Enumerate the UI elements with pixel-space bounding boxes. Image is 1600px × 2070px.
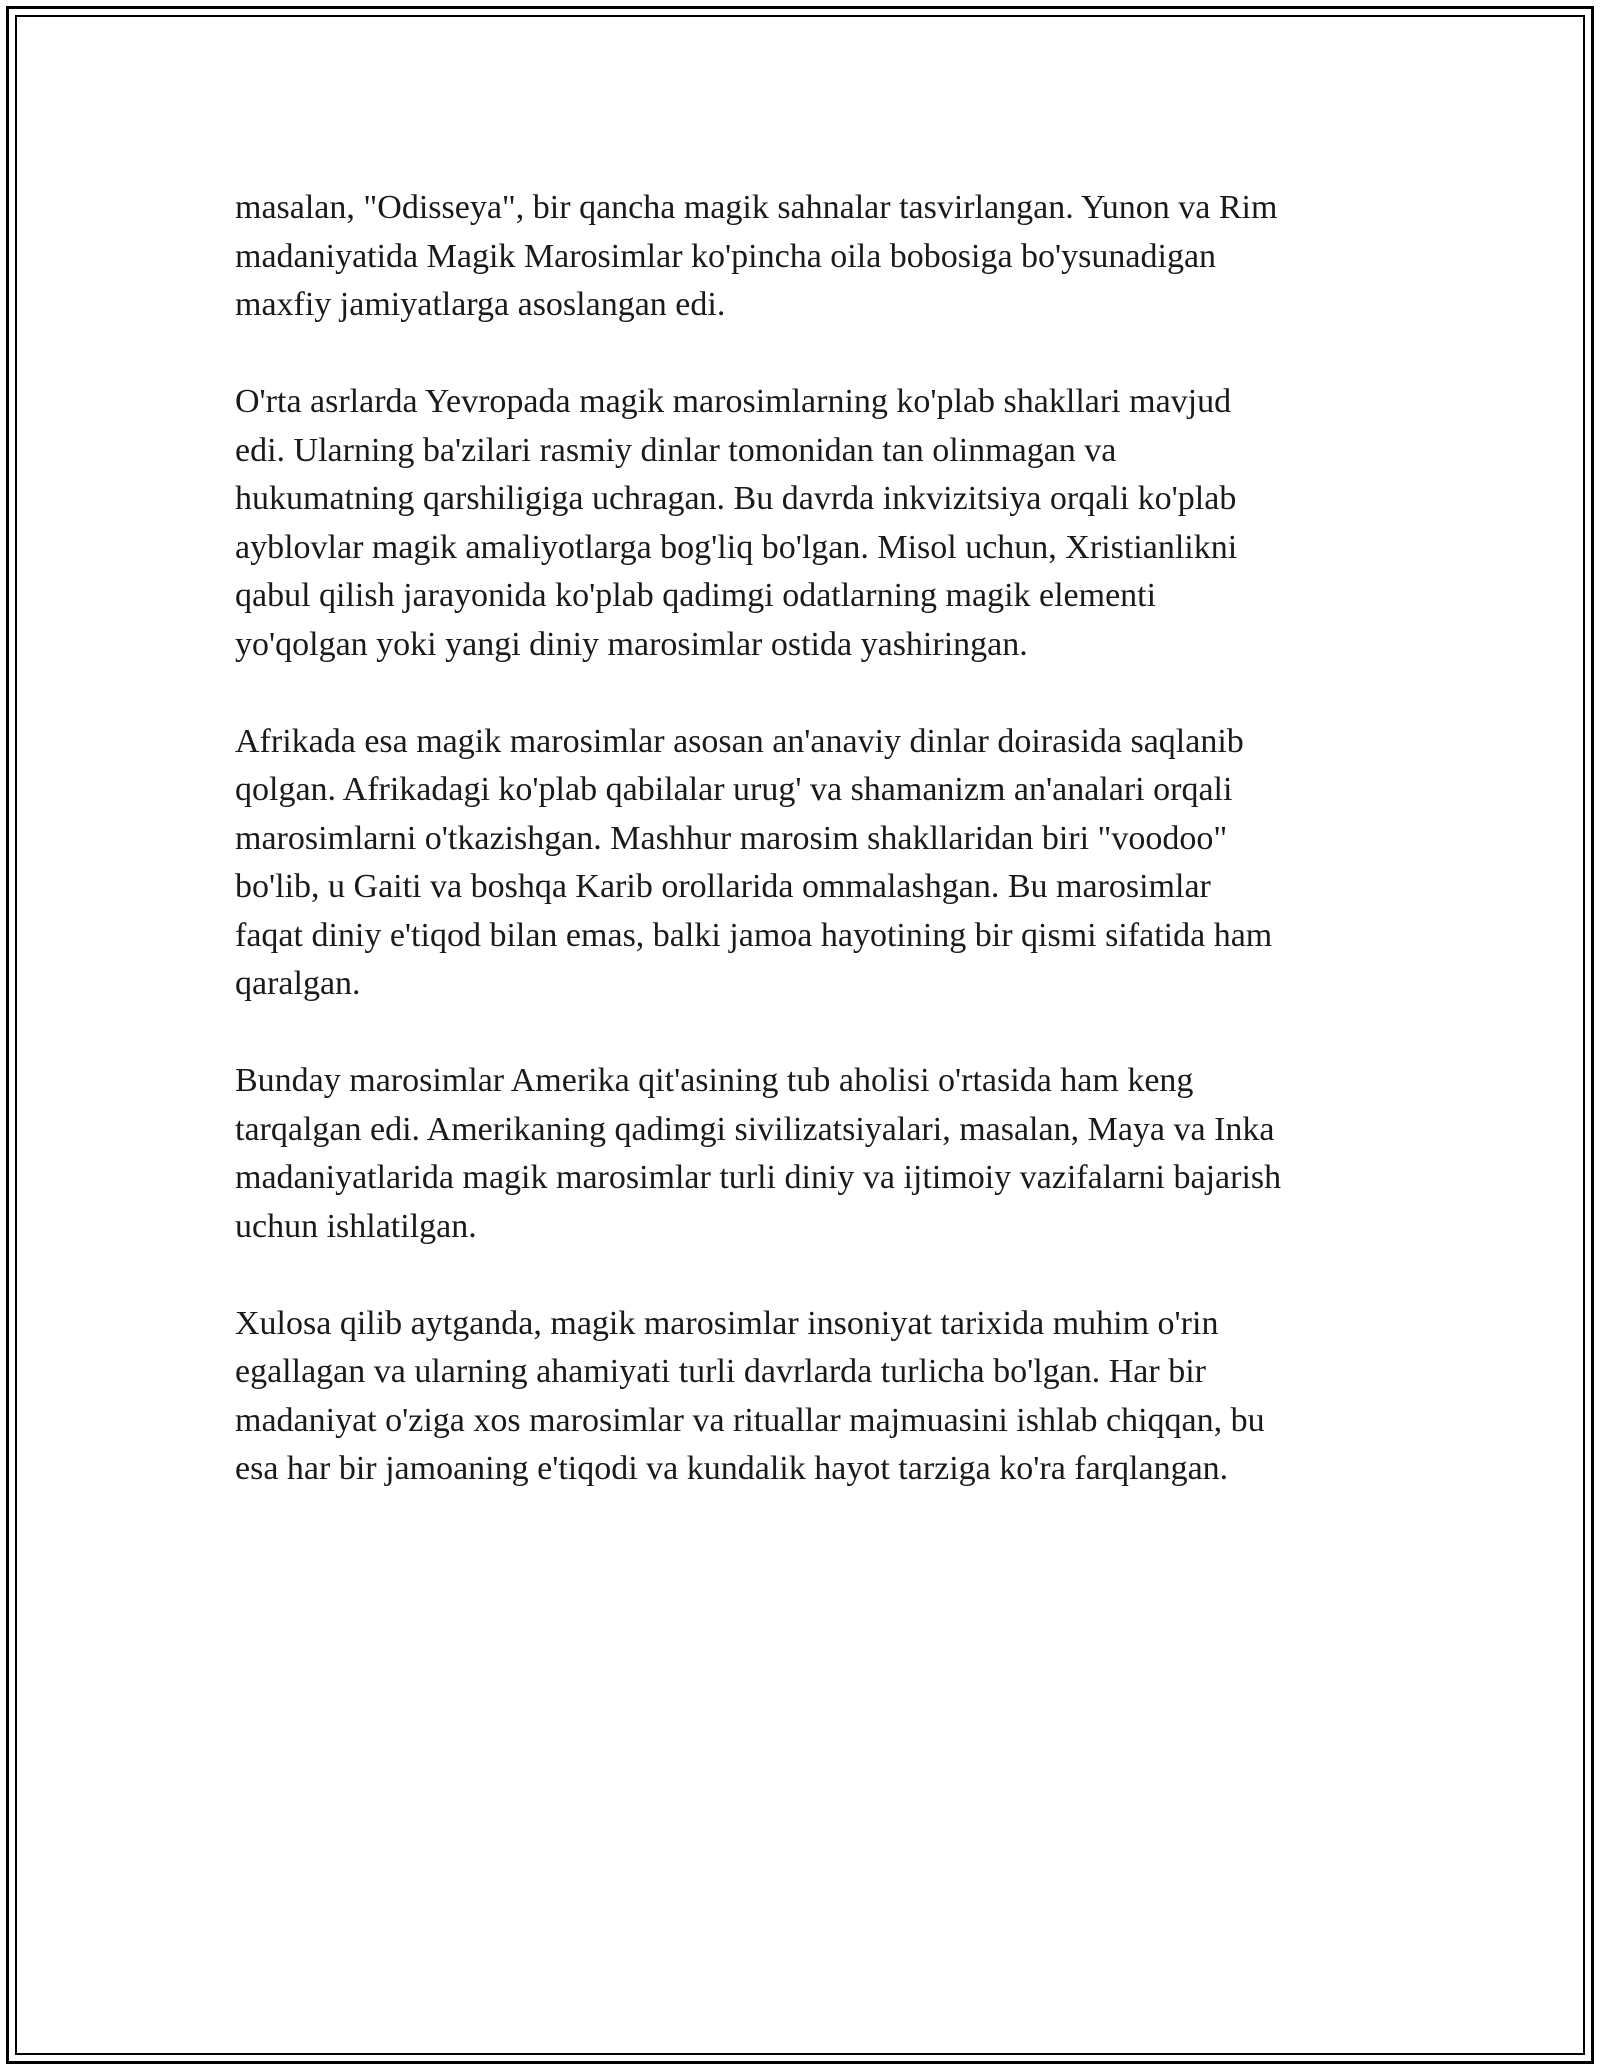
- document-body: [235, 184, 1375, 1542]
- text-line: marosimlarni o'tkazishgan. Mashhur marosim shakllaridan biri "voodoo": [235, 819, 1228, 857]
- paragraph-4: [235, 1057, 1375, 1251]
- text-line: O'rta asrlarda Yevropada magik marosimlarning ko'plab shakllari mavjud: [235, 383, 1232, 420]
- text-line: ayblovlar magik amaliyotlarga bog'liq bo'lgan. Misol uchun, Xristianlikni: [235, 528, 1238, 566]
- text-line: tarqalgan edi. Amerikaning qadimgi sivilizatsiyalari, masalan, Maya va Inka: [235, 1110, 1275, 1148]
- paragraph-5: [235, 1300, 1375, 1494]
- text-line: yo'qolgan yoki yangi diniy marosimlar ostida yashiringan.: [235, 625, 1028, 663]
- text-line: qabul qilish jarayonida ko'plab qadimgi odatlarning magik elementi: [235, 577, 1157, 614]
- paragraph-2: [235, 378, 1375, 669]
- text-line: maxfiy jamiyatlarga asoslangan edi.: [235, 286, 726, 323]
- text-line: Bunday marosimlar Amerika qit'asining tub aholisi o'rtasida ham keng: [235, 1062, 1194, 1099]
- text-line: madaniyat o'ziga xos marosimlar va rituallar majmuasini ishlab chiqqan, bu: [235, 1401, 1265, 1439]
- text-line: madaniyatlarida magik marosimlar turli diniy va ijtimoiy vazifalarni bajarish: [235, 1159, 1282, 1196]
- text-line: Xulosa qilib aytganda, magik marosimlar insoniyat tarixida muhim o'rin: [235, 1304, 1219, 1342]
- text-line: faqat diniy e'tiqod bilan emas, balki jamoa hayotining bir qismi sifatida ham: [235, 916, 1273, 954]
- text-line: hukumatning qarshiligiga uchragan. Bu davrda inkvizitsiya orqali ko'plab: [235, 480, 1237, 517]
- text-line: madaniyatida Magik Marosimlar ko'pincha oila bobosiga bo'ysunadigan: [235, 237, 1217, 275]
- text-line: uchun ishlatilgan.: [235, 1207, 477, 1245]
- text-line: bo'lib, u Gaiti va boshqa Karib orollarida ommalashgan. Bu marosimlar: [235, 868, 1211, 905]
- text-line: egallagan va ularning ahamiyati turli davrlarda turlicha bo'lgan. Har bir: [235, 1353, 1206, 1390]
- text-line: qolgan. Afrikadagi ko'plab qabilalar urug' va shamanizm an'analari orqali: [235, 771, 1233, 808]
- paragraph-3: [235, 718, 1375, 1009]
- text-line: Afrikada esa magik marosimlar asosan an'anaviy dinlar doirasida saqlanib: [235, 722, 1244, 760]
- text-line: masalan, "Odisseya", bir qancha magik sahnalar tasvirlangan. Yunon va Rim: [235, 189, 1278, 226]
- paragraph-1: [235, 184, 1375, 330]
- text-line: esa har bir jamoaning e'tiqodi va kundalik hayot tarziga ko'ra farqlangan.: [235, 1450, 1229, 1487]
- text-line: qaralgan.: [235, 965, 361, 1002]
- text-line: edi. Ularning ba'zilari rasmiy dinlar tomonidan tan olinmagan va: [235, 431, 1117, 469]
